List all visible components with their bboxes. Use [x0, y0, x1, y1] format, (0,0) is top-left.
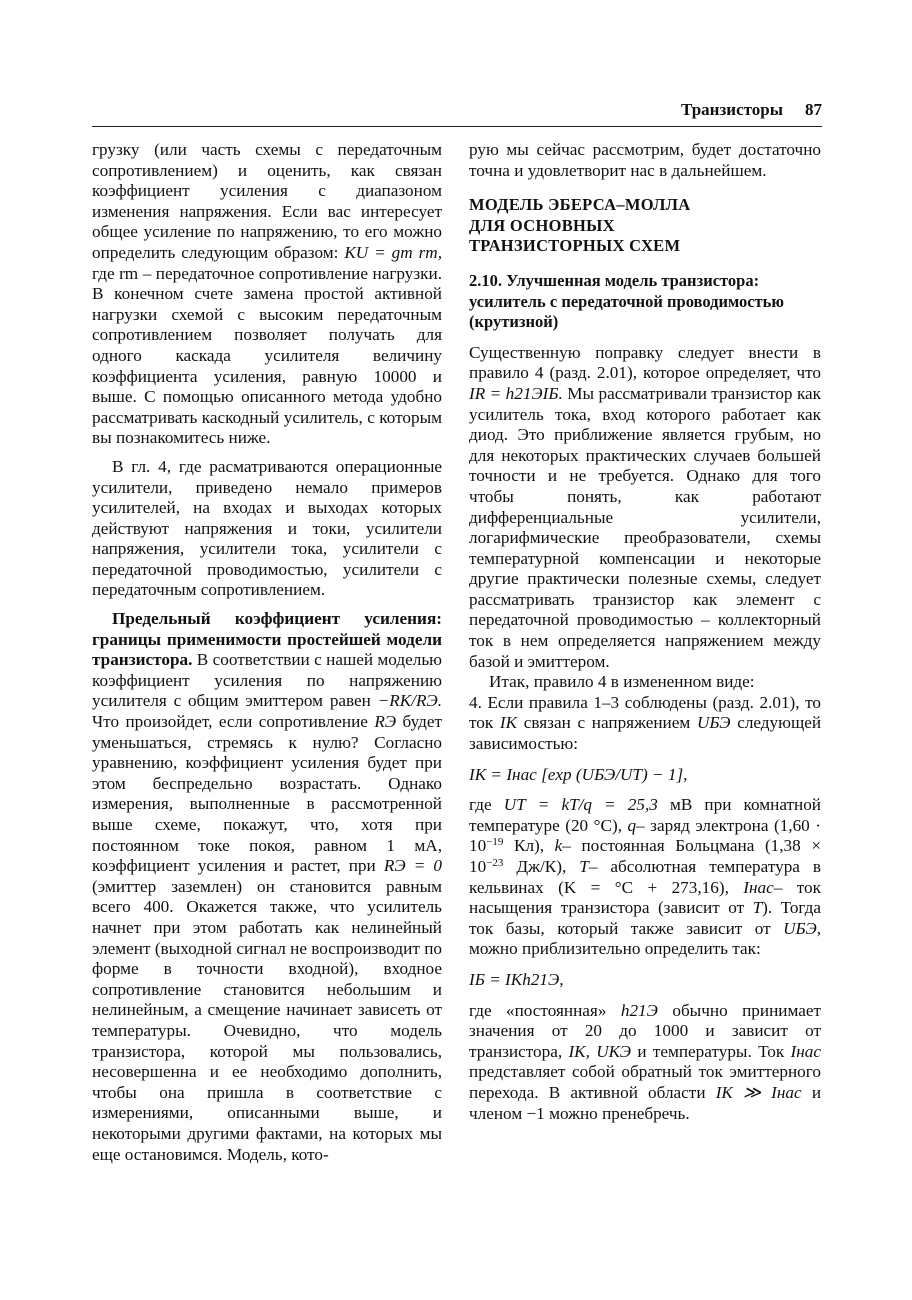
subsection-heading: 2.10. Улучшенная модель транзистора: усилитель с передаточной проводимостью (крутизной) [469, 270, 784, 332]
left-column [92, 140, 442, 1165]
section-heading: МОДЕЛЬ ЭБЕРСА–МОЛЛА ДЛЯ ОСНОВНЫХ ТРАНЗИСТОРНЫХ СХЕМ [469, 195, 691, 256]
header-title: Транзисторы [681, 100, 783, 119]
inline-formula: IR = h21ЭIБ. [469, 383, 563, 403]
inline-formula: −RК/RЭ. [377, 691, 442, 711]
display-formula: IК = Iнас [exp (UБЭ/UТ) − 1], [469, 764, 688, 784]
page-number: 87 [805, 100, 822, 119]
paragraph: грузку (или часть схемы с передаточным сопротивлением) и оценить, как связан коэффициент усиления с диапазоном изменения напряжения. Если вас интересует общее усиление по напряжению, то его можно определить следующим образом: KU = gm rm, где rm – передаточное сопротивление нагрузки. В конечном счете замена простой активной нагрузки схемой с высоким передаточным сопротивлением позволяет получать для одного каскада усилителя величину коэффициента усиления, равную 10000 и выше. С помощью описанного метода удобно рассматривать каскодный усилитель, с которым вы познакомитесь ниже. [92, 140, 442, 448]
inline-formula: RЭ = 0 [383, 856, 442, 876]
right-column [469, 140, 821, 1124]
run-in-heading: Предельный коэффициент усиления: границы применимости простейшей модели транзистора. [92, 609, 442, 670]
running-header [92, 100, 822, 124]
inline-formula: RЭ [374, 712, 397, 732]
paragraph: где «постоянная» h21Э обычно принимает значения от 20 до 1000 и зависит от транзистора, IК, UКЭ и температуры. Ток Iнас представляет собой обратный ток эмиттерного перехода. В активной области IК ≫ Iнас и членом −1 можно пренебречь. [469, 1000, 822, 1123]
paragraph: Существенную поправку следует внести в правило 4 (разд. 2.01), которое определяет, что IR = h21ЭIБ. Мы рассматривали транзистор как усилитель тока, вход которого работает как диод. Это приближение является грубым, но для некоторых практических случаев большей точности и не требуется. Однако для того чтобы понять, как работают дифференциальные усилители, логарифмические преобразователи, схемы температурной компенсации и некоторые другие практически полезные схемы, следует рассматривать транзистор как элемент с передаточной проводимостью – коллекторный ток в нем определяется напряжением между базой и эмиттером. [469, 342, 822, 671]
paragraph: где UТ = kT/q = 25,3 мВ при комнатной температуре (20 °С), q– заряд электрона ($1,60 \cdot 10^{-19}$ Кл), k– постоянная Больцмана ($1,38 \times 10^{-23}$ Дж/К), T– абсолютная температура в кельвинах (K = °С + 273,16), Iнас– ток насыщения транзистора (зависит от T). Тогда ток базы, который также зависит от UБЭ, можно приблизительно определить так: [469, 795, 822, 959]
paragraph: В гл. 4, где расматриваются операционные усилители, приведено немало примеров усилителей, на входах и выходах которых действуют напряжения и токи, усилители напряжения, усилители тока, усилители с передаточной проводимостью, усилители с передаточным сопротивлением. [92, 456, 442, 600]
paragraph: 4. Если правила 1–3 соблюдены (разд. 2.01), то ток IК связан с напряжением UБЭ следующей зависимостью: [469, 692, 822, 754]
display-formula: IБ = IКh21Э, [469, 969, 564, 989]
paragraph: Итак, правило 4 в измененном виде: [489, 672, 755, 692]
inline-formula: KU = gm rm, [344, 242, 442, 262]
header-rule [92, 126, 822, 127]
paragraph: рую мы сейчас рассмотрим, будет достаточно точна и удовлетворит нас в дальнейшем. [469, 140, 821, 180]
paragraph: Предельный коэффициент усиления: границы применимости простейшей модели транзистора. В соответствии с нашей моделью коэффициент усиления по напряжению усилителя с общим эмиттером равен −RК/RЭ. Что произойдет, если сопротивление RЭ будет уменьшаться, стремясь к нулю? Согласно уравнению, коэффициент усиления будет при этом беспредельно возрастать. Однако измерения, выполненные в рассмотренной выше схеме, покажут, что, хотя при постоянном токе покоя, равном 1 мА, коэффициент усиления и растет, при RЭ = 0 (эмиттер заземлен) он становится равным всего 400. Окажется также, что усилитель начнет при этом работать как нелинейный элемент (выходной сигнал не воспроизводит по форме в точности входной), входное сопротивление становится небольшим и нелинейным, а смещение начинает зависеть от температуры. Очевидно, что модель транзистора, которой мы пользовались, несовершенна и ее необходимо дополнить, чтобы она пришла в соответствие с измерениями, описанными выше, и некоторыми другими фактами, на которых мы еще остановимся. Модель, кото- [92, 609, 443, 1164]
